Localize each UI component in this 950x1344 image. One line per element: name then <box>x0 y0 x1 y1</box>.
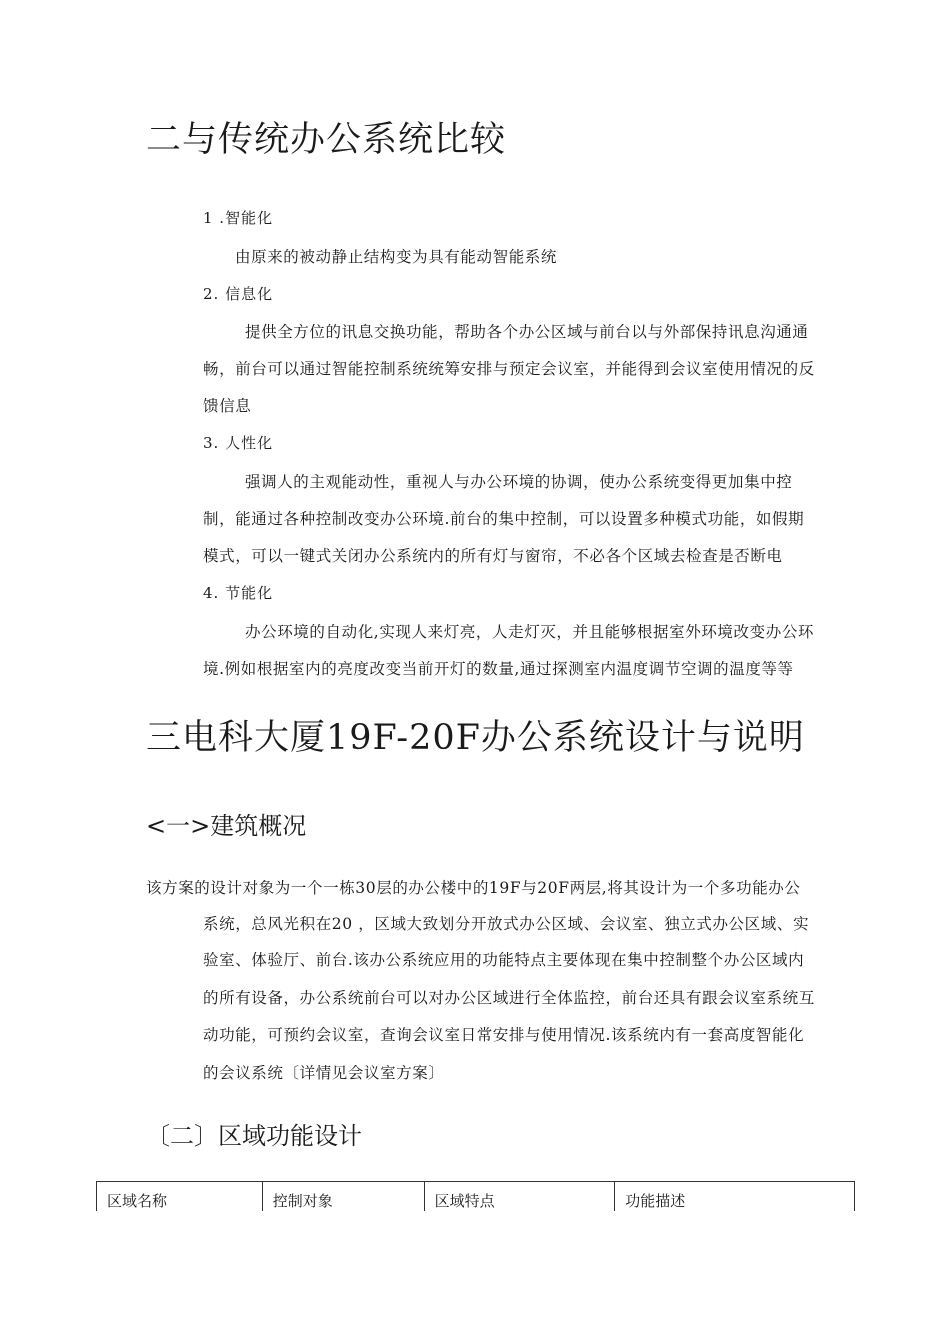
section2-title: 二与传统办公系统比较 <box>146 120 507 160</box>
item3-label: 3. 人性化 <box>203 434 274 452</box>
item2-line: 提供全方位的讯息交换功能，帮助各个办公区域与前台以与外部保持讯息沟通通 <box>245 323 809 341</box>
section3-title: 三电科大厦19F-20F办公系统设计与说明 <box>146 718 805 758</box>
region-design-heading: 〔二〕区域功能设计 <box>146 1122 362 1150</box>
item2-label: 2. 信息化 <box>203 285 274 303</box>
building-overview-heading: <一>建筑概况 <box>146 812 307 840</box>
item4-line: 境.例如根据室内的亮度改变当前开灯的数量,通过探测室内温度调节空调的温度等等 <box>203 660 794 678</box>
region-function-table <box>96 1181 855 1211</box>
table-header-cell: 区域特点 <box>424 1182 615 1212</box>
overview-line: 的会议系统〔详情见会议室方案〕 <box>203 1064 445 1082</box>
item2-line: 畅，前台可以通过智能控制系统统筹安排与预定会议室，并能得到会议室使用情况的反 <box>203 360 815 378</box>
overview-line: 系统，总风光积在20 ，区域大致划分开放式办公区域、会议室、独立式办公区域、实 <box>203 915 810 933</box>
item3-line: 强调人的主观能动性，重视人与办公环境的协调，使办公系统变得更加集中控 <box>245 473 793 491</box>
item4-line: 办公环境的自动化,实现人来灯亮，人走灯灭，并且能够根据室外环境改变办公环 <box>245 623 815 641</box>
item1-line: 由原来的被动静止结构变为具有能动智能系统 <box>235 248 558 266</box>
item1-label: 1 .智能化 <box>203 209 274 227</box>
item3-line: 制，能通过各种控制改变办公环境.前台的集中控制，可以设置多种模式功能，如假期 <box>203 510 805 528</box>
item4-label: 4. 节能化 <box>203 584 274 602</box>
item3-line: 模式，可以一键式关闭办公系统内的所有灯与窗帘，不必各个区域去检查是否断电 <box>203 547 783 565</box>
table-header-cell: 功能描述 <box>615 1182 855 1212</box>
table-header-row <box>97 1182 855 1212</box>
overview-line: 该方案的设计对象为一个一栋30层的办公楼中的19F与20F两层,将其设计为一个多功能办公 <box>146 879 801 897</box>
item2-line: 馈信息 <box>203 397 252 415</box>
overview-line: 的所有设备，办公系统前台可以对办公区域进行全体监控，前台还具有跟会议室系统互 <box>203 989 815 1007</box>
table-header-cell: 区域名称 <box>97 1182 263 1212</box>
overview-line: 验室、体验厅、前台.该办公系统应用的功能特点主要体现在集中控制整个办公区域内 <box>203 951 805 969</box>
table-header-cell: 控制对象 <box>262 1182 424 1212</box>
overview-line: 动功能，可预约会议室，查询会议室日常安排与使用情况.该系统内有一套高度智能化 <box>203 1026 805 1044</box>
